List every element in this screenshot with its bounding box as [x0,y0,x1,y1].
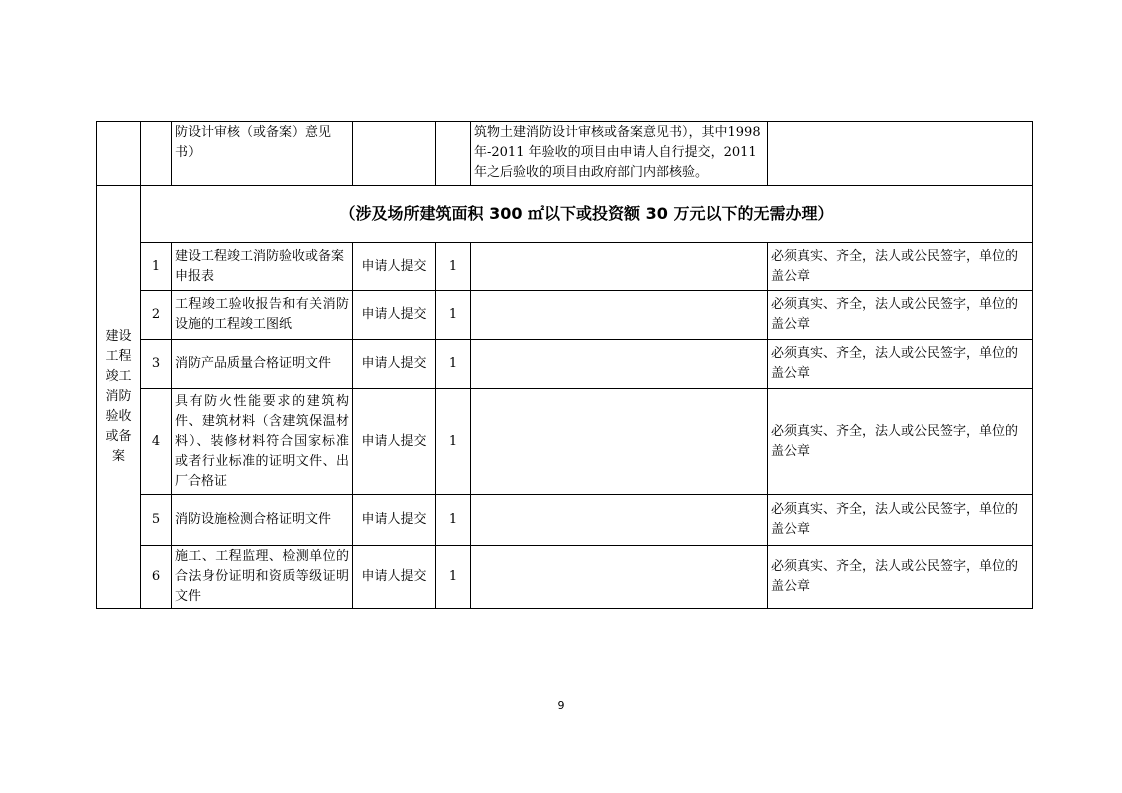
empty-cell [471,495,768,546]
material-cell: 具有防火性能要求的建筑构件、建筑材料（含建筑保温材料）、装修材料符合国家标准或者行业标准的证明文件、出厂合格证 [172,389,353,495]
material-cell: 消防产品质量合格证明文件 [172,340,353,389]
source-cell: 申请人提交 [353,291,436,340]
empty-cell [471,340,768,389]
copies-cell: 1 [436,546,471,609]
page-number: 9 [557,699,565,712]
section-name-cell: 建设工程竣工消防验收或备案 [97,186,141,609]
empty-cell [97,122,141,186]
material-cell: 建设工程竣工消防验收或备案申报表 [172,243,353,291]
table-row [97,122,1033,186]
empty-cell [471,291,768,340]
copies-cell: 1 [436,291,471,340]
empty-cell [353,122,436,186]
table-row [97,495,1033,546]
source-cell: 申请人提交 [353,389,436,495]
requirement-cell: 必须真实、齐全，法人或公民签字，单位的盖公章 [768,291,1033,340]
requirement-cell: 必须真实、齐全，法人或公民签字，单位的盖公章 [768,340,1033,389]
material-cell: 防设计审核（或备案）意见书） [172,122,353,186]
material-cell: 施工、工程监理、检测单位的合法身份证明和资质等级证明文件 [172,546,353,609]
table-row [97,291,1033,340]
copies-cell: 1 [436,340,471,389]
table-row [97,243,1033,291]
table-row [97,340,1033,389]
table-row [97,546,1033,609]
empty-cell [471,243,768,291]
copies-cell: 1 [436,243,471,291]
requirement-cell: 必须真实、齐全，法人或公民签字，单位的盖公章 [768,495,1033,546]
materials-table [96,121,1033,609]
source-cell: 申请人提交 [353,243,436,291]
source-cell: 申请人提交 [353,495,436,546]
row-number: 5 [141,495,172,546]
section-notice: （涉及场所建筑面积 300 ㎡以下或投资额 30 万元以下的无需办理） [141,186,1033,243]
empty-cell [436,122,471,186]
requirement-cell: 必须真实、齐全，法人或公民签字，单位的盖公章 [768,389,1033,495]
empty-cell [141,122,172,186]
row-number: 2 [141,291,172,340]
explanation-cell: 筑物土建消防设计审核或备案意见书），其中1998 年-2011 年验收的项目由申请人自行提交，2011 年之后验收的项目由政府部门内部核验。 [471,122,768,186]
empty-cell [471,389,768,495]
material-cell: 消防设施检测合格证明文件 [172,495,353,546]
material-cell: 工程竣工验收报告和有关消防设施的工程竣工图纸 [172,291,353,340]
copies-cell: 1 [436,389,471,495]
row-number: 4 [141,389,172,495]
source-cell: 申请人提交 [353,546,436,609]
table-row [97,389,1033,495]
source-cell: 申请人提交 [353,340,436,389]
empty-cell [768,122,1033,186]
empty-cell [471,546,768,609]
row-number: 1 [141,243,172,291]
row-number: 6 [141,546,172,609]
requirement-cell: 必须真实、齐全，法人或公民签字，单位的盖公章 [768,546,1033,609]
table-row [97,186,1033,243]
row-number: 3 [141,340,172,389]
copies-cell: 1 [436,495,471,546]
requirement-cell: 必须真实、齐全，法人或公民签字，单位的盖公章 [768,243,1033,291]
